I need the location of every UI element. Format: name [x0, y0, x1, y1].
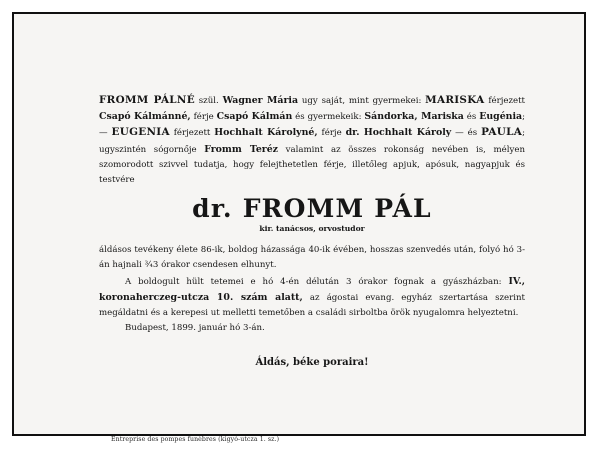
- death-paragraph: áldásos tevékeny élete 86-ik, boldog házassága 40-ik évében, hosszas szenvedés után, folyó hó 3-án hajnali ¾3 órakor csendesen elhunyt.: [99, 245, 525, 271]
- mourners-paragraph: FROMM PÁLNÉ szül. Wagner Mária ugy saját, mint gyermekei: MARISKA férjezett Csapó Kálmánné, férje Csapó Kálmán és gyermekeik: Sándorka, Mariska és Eugénia; — EUGENIA férjezett Hochhalt Károlyné, férje dr. Hochhalt Károly — és PAULA; ugyszintén sógornője Fromm Teréz valamint az összes rokonság nevében is, mélyen szomorodott szivvel tudatja, hogy felejthetetlen férje, illetőleg apjuk, apósuk, nagyapjuk és testvére: [99, 94, 526, 186]
- closing-blessing: Áldás, béke poraira!: [255, 357, 369, 369]
- widow-name: FROMM PÁLNÉ: [99, 94, 195, 106]
- notice-body: [99, 93, 525, 371]
- undertaker-imprint: Entreprise des pompes funèbres (kigyó-utcza 1. sz.): [111, 436, 280, 443]
- deceased-name: dr. FROMM PÁL: [192, 194, 432, 224]
- place-date: Budapest, 1899. január hó 3-án.: [125, 323, 265, 334]
- deceased-title: kir. tanácsos, orvostudor: [259, 224, 365, 234]
- death-notice-card: [12, 12, 586, 443]
- funeral-paragraph: A boldogult hült tetemei e hó 4-én délután 3 órakor fognak a gyászházban: IV., koronaherczeg-utcza 10. szám alatt, az ágostai evang. egyház szertartása szerint megáldatni és a kerepesi ut melletti temetőben a családi sirboltba örök nyugalomra helyeztetni.: [99, 275, 525, 319]
- funeral-address: IV., koronaherczeg-utcza 10. szám alatt,: [99, 275, 525, 303]
